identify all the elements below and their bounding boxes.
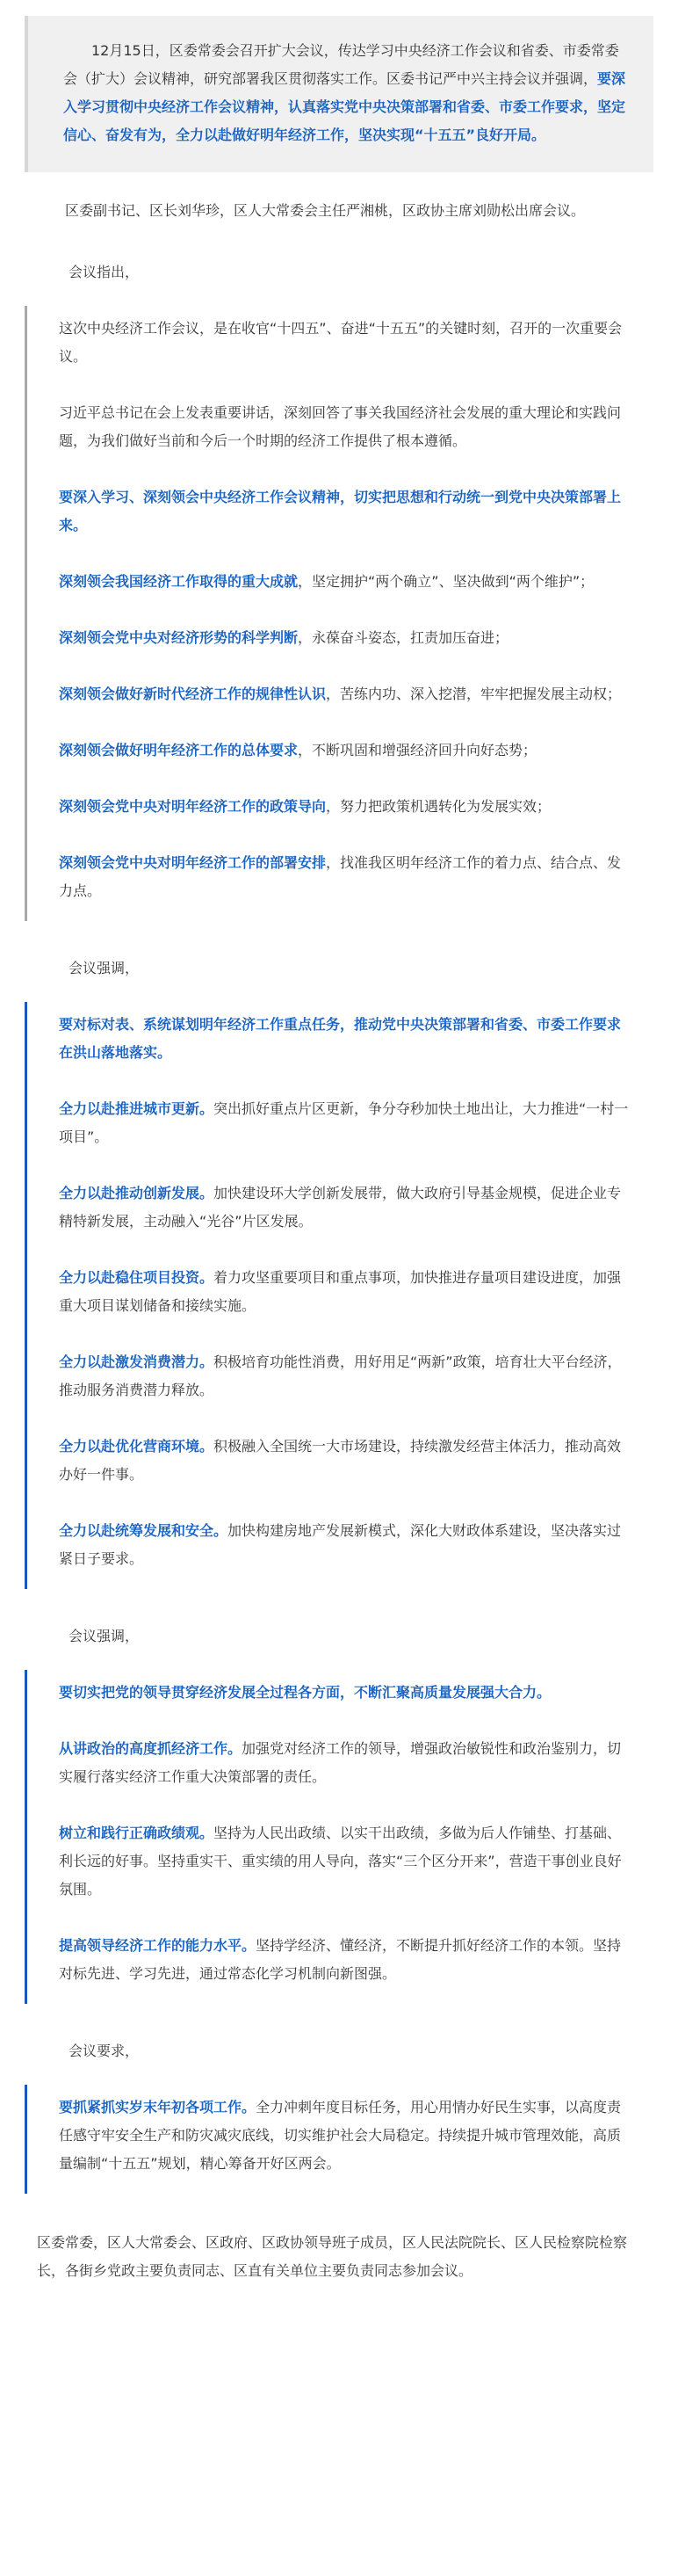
item-emphasis: 提高领导经济工作的能力水平。: [59, 1937, 256, 1954]
item-text: 着力攻坚重要项目和重点事项，加快推进存量项目建设进度，加强重大项目谋划储备和接续实施。: [59, 1269, 622, 1314]
item-emphasis: 全力以赴推进城市更新。: [59, 1100, 214, 1117]
list-item: [59, 399, 629, 455]
item-emphasis: 要切实把党的领导贯穿经济发展全过程各方面，不断汇聚高质量发展强大合力。: [59, 1684, 552, 1701]
section-required: [25, 2085, 653, 2194]
item-emphasis: 要抓紧抓实岁末年初各项工作。: [59, 2099, 256, 2115]
attendees-intro: 区委副书记、区长刘华珍，区人大常委会主任严湘桃，区政协主席刘勋松出席会议。: [65, 202, 586, 219]
section-intro-required: 会议要求，: [69, 2043, 140, 2059]
item-emphasis: 深刻领会党中央对明年经济工作的部署安排: [59, 854, 327, 871]
item-text: ，努力把政策机遇转化为发展实效；: [326, 798, 552, 815]
item-text: 加强党对经济工作的领导，增强政治敏锐性和政治鉴别力，切实履行落实经济工作重大决策部署的责任。: [59, 1740, 622, 1785]
item-emphasis: 全力以赴推动创新发展。: [59, 1185, 214, 1201]
list-item: [59, 1011, 629, 1067]
lead-text: 12月15日，区委常委会召开扩大会议，传达学习中央经济工作会议和省委、市委常委会（扩大）会议精神，研究部署我区贯彻落实工作。区委书记严中兴主持会议并强调，: [63, 42, 619, 87]
item-emphasis: 从讲政治的高度抓经济工作。: [59, 1740, 242, 1757]
item-text: 坚持为人民出政绩、以实干出政绩，多做为后人作铺垫、打基础、利长远的好事。坚持重实干、重实绩的用人导向，落实“三个区分开来”，营造干事创业良好氛围。: [59, 1825, 622, 1898]
list-item: [59, 1679, 629, 1707]
item-emphasis: 树立和践行正确政绩观。: [59, 1825, 214, 1841]
list-item: [59, 849, 629, 905]
item-text: ，苦练内功、深入挖潜，牢牢把握发展主动权；: [326, 686, 622, 702]
item-emphasis: 要深入学习、深刻领会中央经济工作会议精神，切实把思想和行动统一到党中央决策部署上来。: [59, 489, 622, 533]
list-item: [59, 680, 629, 708]
item-text: 积极培育功能性消费，用好用足“两新”政策，培育壮大平台经济，推动服务消费潜力释放。: [59, 1353, 622, 1398]
list-item: [59, 315, 629, 371]
list-item: [59, 1735, 629, 1791]
list-item: [59, 2093, 629, 2178]
article: [0, 16, 678, 2285]
item-emphasis: 深刻领会做好新时代经济工作的规律性认识: [59, 686, 327, 702]
list-item: [59, 1095, 629, 1151]
list-item: [59, 1433, 629, 1489]
item-text: ，不断巩固和增强经济回升向好态势；: [298, 742, 537, 758]
list-item: [59, 624, 629, 652]
item-emphasis: 全力以赴稳住项目投资。: [59, 1269, 214, 1286]
item-text: 坚持学经济、懂经济，不断提升抓好经济工作的本领。坚持对标先进、学习先进，通过常态化学习机制向新图强。: [59, 1937, 622, 1982]
list-item: [59, 1819, 629, 1904]
list-item: [59, 737, 629, 765]
section-emphasized-2: [25, 1670, 653, 2004]
item-emphasis: 深刻领会党中央对明年经济工作的政策导向: [59, 798, 327, 815]
list-item: [59, 568, 629, 596]
item-text: 习近平总书记在会上发表重要讲话，深刻回答了事关我国经济社会发展的重大理论和实践问题，为我们做好当前和今后一个时期的经济工作提供了根本遵循。: [59, 404, 622, 449]
list-item: [59, 1932, 629, 1988]
item-emphasis: 全力以赴激发消费潜力。: [59, 1353, 214, 1370]
lead-emphasis: 要深入学习贯彻中央经济工作会议精神，认真落实党中央决策部署和省委、市委工作要求，坚定信心、奋发有为，全力以赴做好明年经济工作，坚决实现“十五五”良好开局。: [63, 70, 626, 143]
item-emphasis: 要对标对表、系统谋划明年经济工作重点任务，推动党中央决策部署和省委、市委工作要求在洪山落地落实。: [59, 1016, 622, 1061]
section-intro-emphasized: 会议强调，: [69, 960, 140, 976]
item-emphasis: 深刻领会做好明年经济工作的总体要求: [59, 742, 299, 758]
list-item: [59, 1517, 629, 1573]
list-item: [59, 1179, 629, 1236]
list-item: [59, 483, 629, 540]
item-text: 积极融入全国统一大市场建设，持续激发经营主体活力，推动高效办好一件事。: [59, 1438, 622, 1483]
item-emphasis: 全力以赴统筹发展和安全。: [59, 1522, 228, 1539]
item-text: 加快建设环大学创新发展带，做大政府引导基金规模，促进企业专精特新发展，主动融入“光谷”片区发展。: [59, 1185, 622, 1230]
item-text: ，坚定拥护“两个确立”、坚决做到“两个维护”；: [298, 573, 595, 590]
item-emphasis: 深刻领会党中央对经济形势的科学判断: [59, 629, 299, 646]
item-text: 这次中央经济工作会议，是在收官“十四五”、奋进“十五五”的关键时刻，召开的一次重要会议。: [59, 320, 623, 365]
item-text: 突出抓好重点片区更新，争分夺秒加快土地出让，大力推进“一村一项目”。: [59, 1100, 629, 1145]
item-emphasis: 深刻领会我国经济工作取得的重大成就: [59, 573, 299, 590]
item-emphasis: 全力以赴优化营商环境。: [59, 1438, 214, 1455]
list-item: [59, 793, 629, 821]
section-intro-pointed: 会议指出，: [69, 264, 140, 280]
list-item: [59, 1264, 629, 1320]
item-text: ，找准我区明年经济工作的着力点、结合点、发力点。: [59, 854, 622, 899]
item-text: 全力冲刺年度目标任务，用心用情办好民生实事，以高度责任感守牢安全生产和防灾减灾底线，切实维护社会大局稳定。持续提升城市管理效能，高质量编制“十五五”规划，精心筹备开好区两会。: [59, 2099, 622, 2172]
section-intro-emphasized-2: 会议强调，: [69, 1628, 140, 1644]
lead-summary-box: [25, 16, 653, 172]
item-text: 加快构建房地产发展新模式，深化大财政体系建设，坚决落实过紧日子要求。: [59, 1522, 622, 1567]
section-emphasized: [25, 1002, 653, 1589]
closing-attendees: 区委常委，区人大常委会、区政府、区政协领导班子成员，区人民法院院长、区人民检察院检察长，各街乡党政主要负责同志、区直有关单位主要负责同志参加会议。: [37, 2234, 628, 2279]
item-text: ，永葆奋斗姿态，扛责加压奋进；: [298, 629, 509, 646]
section-pointed: [25, 306, 653, 921]
list-item: [59, 1348, 629, 1404]
